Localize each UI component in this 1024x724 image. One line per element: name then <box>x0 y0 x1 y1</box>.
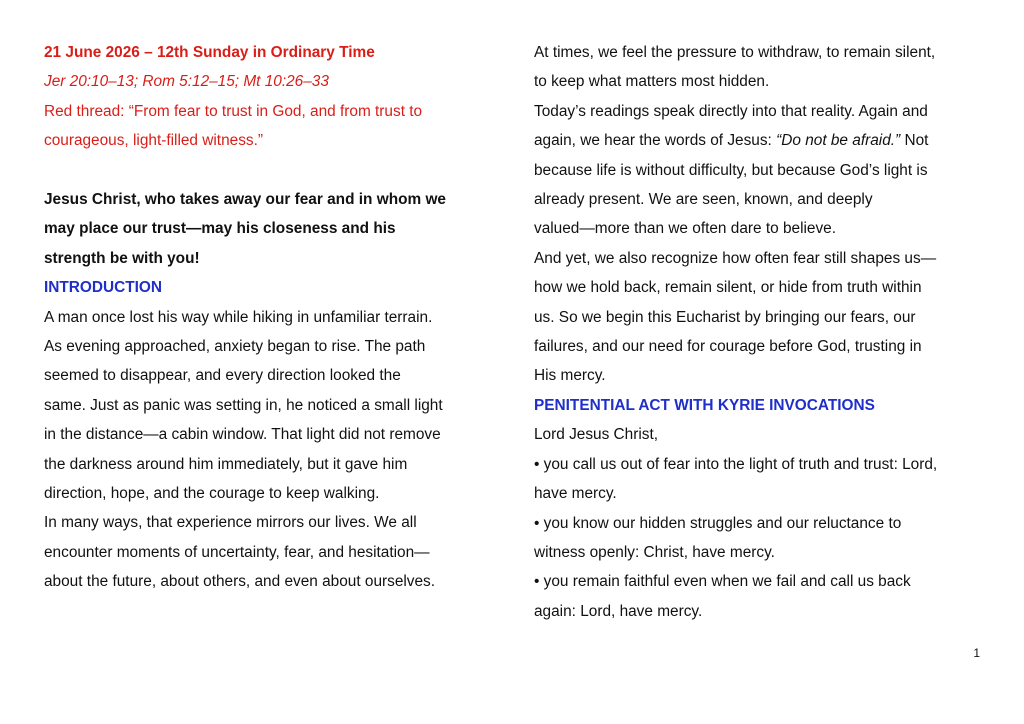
penitential-address: Lord Jesus Christ, <box>534 426 659 444</box>
text-line: because life is without difficulty, but because God’s light is <box>534 161 928 179</box>
text-line: And yet, we also recognize how often fear still shapes us— <box>534 249 937 267</box>
text-line: to keep what matters most hidden. <box>534 73 770 91</box>
text-line: how we hold back, remain silent, or hide from truth within <box>534 279 922 297</box>
intro-paragraph-1 <box>44 303 504 509</box>
intro-paragraph-2 <box>44 508 504 596</box>
text-line: seemed to disappear, and every direction looked the <box>44 367 401 385</box>
spacer <box>44 156 504 185</box>
text-line: again: Lord, have mercy. <box>534 602 703 620</box>
text-line: In many ways, that experience mirrors our lives. We all <box>44 514 417 532</box>
page-number: 1 <box>973 646 980 660</box>
greeting-line: strength be with you! <box>44 249 200 267</box>
text-line: encounter moments of uncertainty, fear, and hesitation— <box>44 543 430 561</box>
text-segment: Not <box>900 132 929 150</box>
text-line: direction, hope, and the courage to keep walking. <box>44 485 380 503</box>
text-line: As evening approached, anxiety began to rise. The path <box>44 338 426 356</box>
greeting-line: Jesus Christ, who takes away our fear and in whom we <box>44 191 446 209</box>
text-line: already present. We are seen, known, and deeply <box>534 191 873 209</box>
jesus-quote: “Do not be afraid.” <box>776 132 901 150</box>
greeting-line: may place our trust—may his closeness and his <box>44 220 396 238</box>
kyrie-invocation-3 <box>534 567 986 626</box>
readings-reference: Jer 20:10–13; Rom 5:12–15; Mt 10:26–33 <box>44 73 329 91</box>
text-line: • you call us out of fear into the light of truth and trust: Lord, <box>534 455 938 473</box>
kyrie-invocation-1 <box>534 450 986 509</box>
right-column <box>534 38 986 626</box>
text-line: His mercy. <box>534 367 606 385</box>
red-thread-line: courageous, light-filled witness.” <box>44 132 263 150</box>
intro-paragraph-4 <box>534 97 986 244</box>
red-thread <box>44 97 504 156</box>
text-line: witness openly: Christ, have mercy. <box>534 543 775 561</box>
greeting <box>44 185 504 273</box>
text-segment: again, we hear the words of Jesus: <box>534 132 777 150</box>
intro-paragraph-5 <box>534 244 986 391</box>
text-line <box>534 126 986 155</box>
introduction-heading: INTRODUCTION <box>44 279 162 297</box>
intro-paragraph-3 <box>534 38 986 97</box>
text-line: same. Just as panic was setting in, he noticed a small light <box>44 396 443 414</box>
text-line: • you know our hidden struggles and our reluctance to <box>534 514 902 532</box>
kyrie-invocation-2 <box>534 509 986 568</box>
text-line: us. So we begin this Eucharist by bringing our fears, our <box>534 308 916 326</box>
text-line: the darkness around him immediately, but it gave him <box>44 455 408 473</box>
text-line: failures, and our need for courage before God, trusting in <box>534 338 922 356</box>
date-title: 21 June 2026 – 12th Sunday in Ordinary Time <box>44 44 375 61</box>
text-line: Today’s readings speak directly into that reality. Again and <box>534 102 928 120</box>
text-line: valued—more than we often dare to believe. <box>534 220 837 238</box>
text-line: A man once lost his way while hiking in unfamiliar terrain. <box>44 308 433 326</box>
text-line: about the future, about others, and even about ourselves. <box>44 573 436 591</box>
text-line: At times, we feel the pressure to withdraw, to remain silent, <box>534 44 936 61</box>
penitential-heading: PENITENTIAL ACT WITH KYRIE INVOCATIONS <box>534 396 875 414</box>
left-column <box>44 38 504 597</box>
text-line: • you remain faithful even when we fail and call us back <box>534 573 911 591</box>
red-thread-line: Red thread: “From fear to trust in God, and from trust to <box>44 102 423 120</box>
text-line: in the distance—a cabin window. That light did not remove <box>44 426 441 444</box>
text-line: have mercy. <box>534 485 617 503</box>
